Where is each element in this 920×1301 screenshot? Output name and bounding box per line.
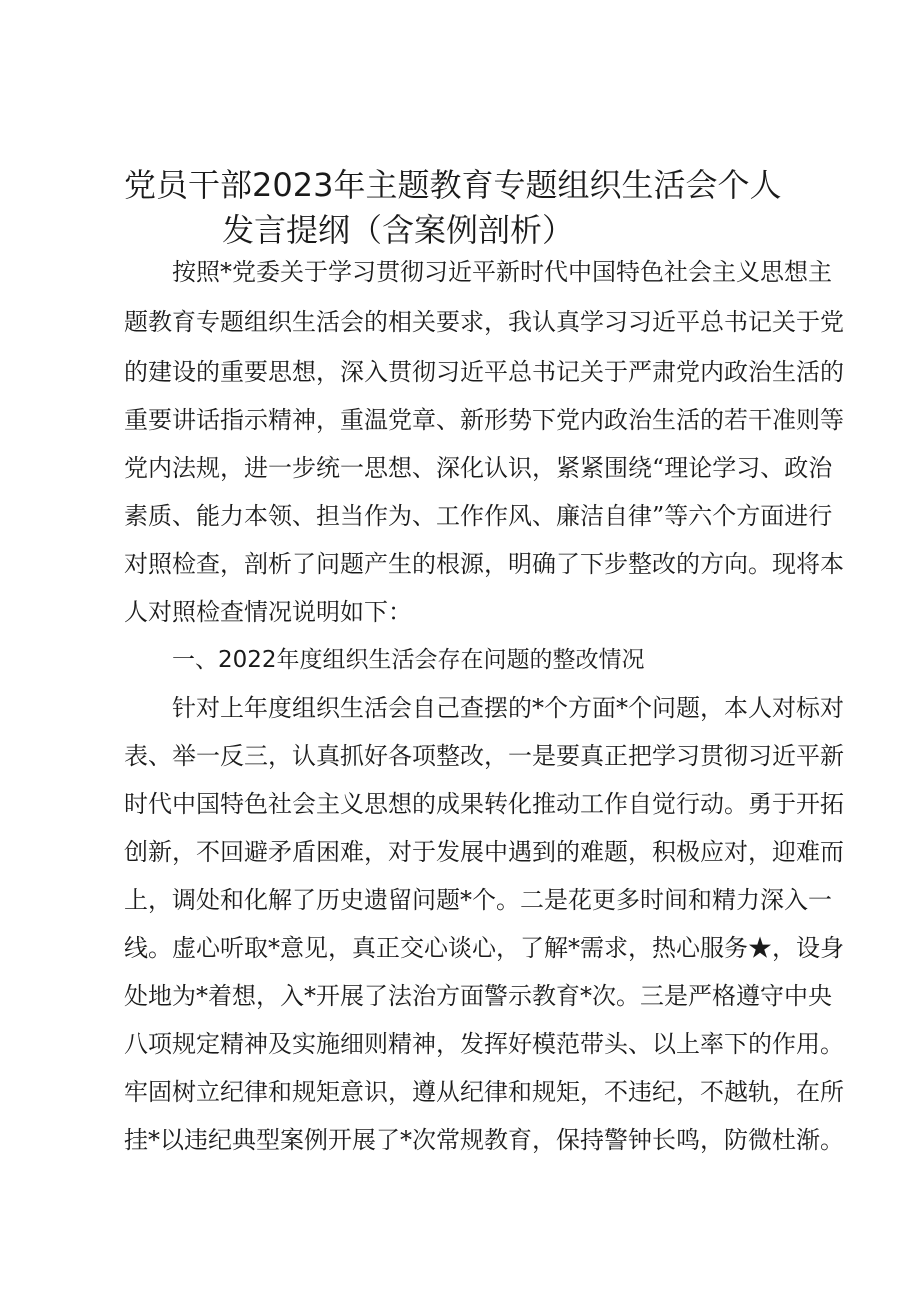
paragraph-2-line: 八项规定精神及实施细则精神，发挥好模范带头、以上率下的作用。 (124, 1030, 844, 1058)
document-title-line-1: 党员干部2023年主题教育专题组织生活会个人 (124, 166, 782, 204)
paragraph-2-line: 表、举一反三，认真抓好各项整改，一是要真正把学习贯彻习近平新 (124, 742, 844, 770)
paragraph-1-line: 的建设的重要思想，深入贯彻习近平总书记关于严肃党内政治生活的 (124, 358, 844, 386)
document-title-line-2: 发言提纲（含案例剖析） (222, 211, 575, 249)
paragraph-2-line: 牢固树立纪律和规矩意识，遵从纪律和规矩，不违纪，不越轨，在所 (124, 1078, 844, 1106)
paragraph-1-line: 人对照检查情况说明如下： (124, 598, 412, 626)
paragraph-2-line: 处地为*着想，入*开展了法治方面警示教育*次。三是严格遵守中央 (124, 982, 832, 1010)
paragraph-2-line: 挂*以违纪典型案例开展了*次常规教育，保持警钟长鸣，防微杜渐。 (124, 1126, 844, 1154)
paragraph-2-line: 上，调处和化解了历史遗留问题*个。二是花更多时间和精力深入一 (124, 886, 832, 914)
paragraph-1-line: 按照*党委关于学习贯彻习近平新时代中国特色社会主义思想主 (172, 258, 832, 286)
paragraph-1-line: 对照检查，剖析了问题产生的根源，明确了下步整改的方向。现将本 (124, 550, 844, 578)
paragraph-1-line: 党内法规，进一步统一思想、深化认识，紧紧围绕“理论学习、政治 (124, 454, 833, 482)
paragraph-2-line: 针对上年度组织生活会自己查摆的*个方面*个问题，本人对标对 (172, 694, 844, 722)
paragraph-1-line: 重要讲话指示精神，重温党章、新形势下党内政治生活的若干准则等 (124, 406, 844, 434)
paragraph-1-line: 素质、能力本领、担当作为、工作作风、廉洁自律”等六个方面进行 (124, 502, 833, 530)
paragraph-1-line: 题教育专题组织生活会的相关要求，我认真学习习近平总书记关于党 (124, 308, 844, 336)
paragraph-2-line: 创新，不回避矛盾困难，对于发展中遇到的难题，积极应对，迎难而 (124, 838, 844, 866)
section-heading-1: 一、2022年度组织生活会存在问题的整改情况 (172, 647, 645, 673)
paragraph-2-line: 时代中国特色社会主义思想的成果转化推动工作自觉行动。勇于开拓 (124, 790, 844, 818)
paragraph-2-line: 线。虚心听取*意见，真正交心谈心，了解*需求，热心服务★，设身 (124, 934, 844, 962)
